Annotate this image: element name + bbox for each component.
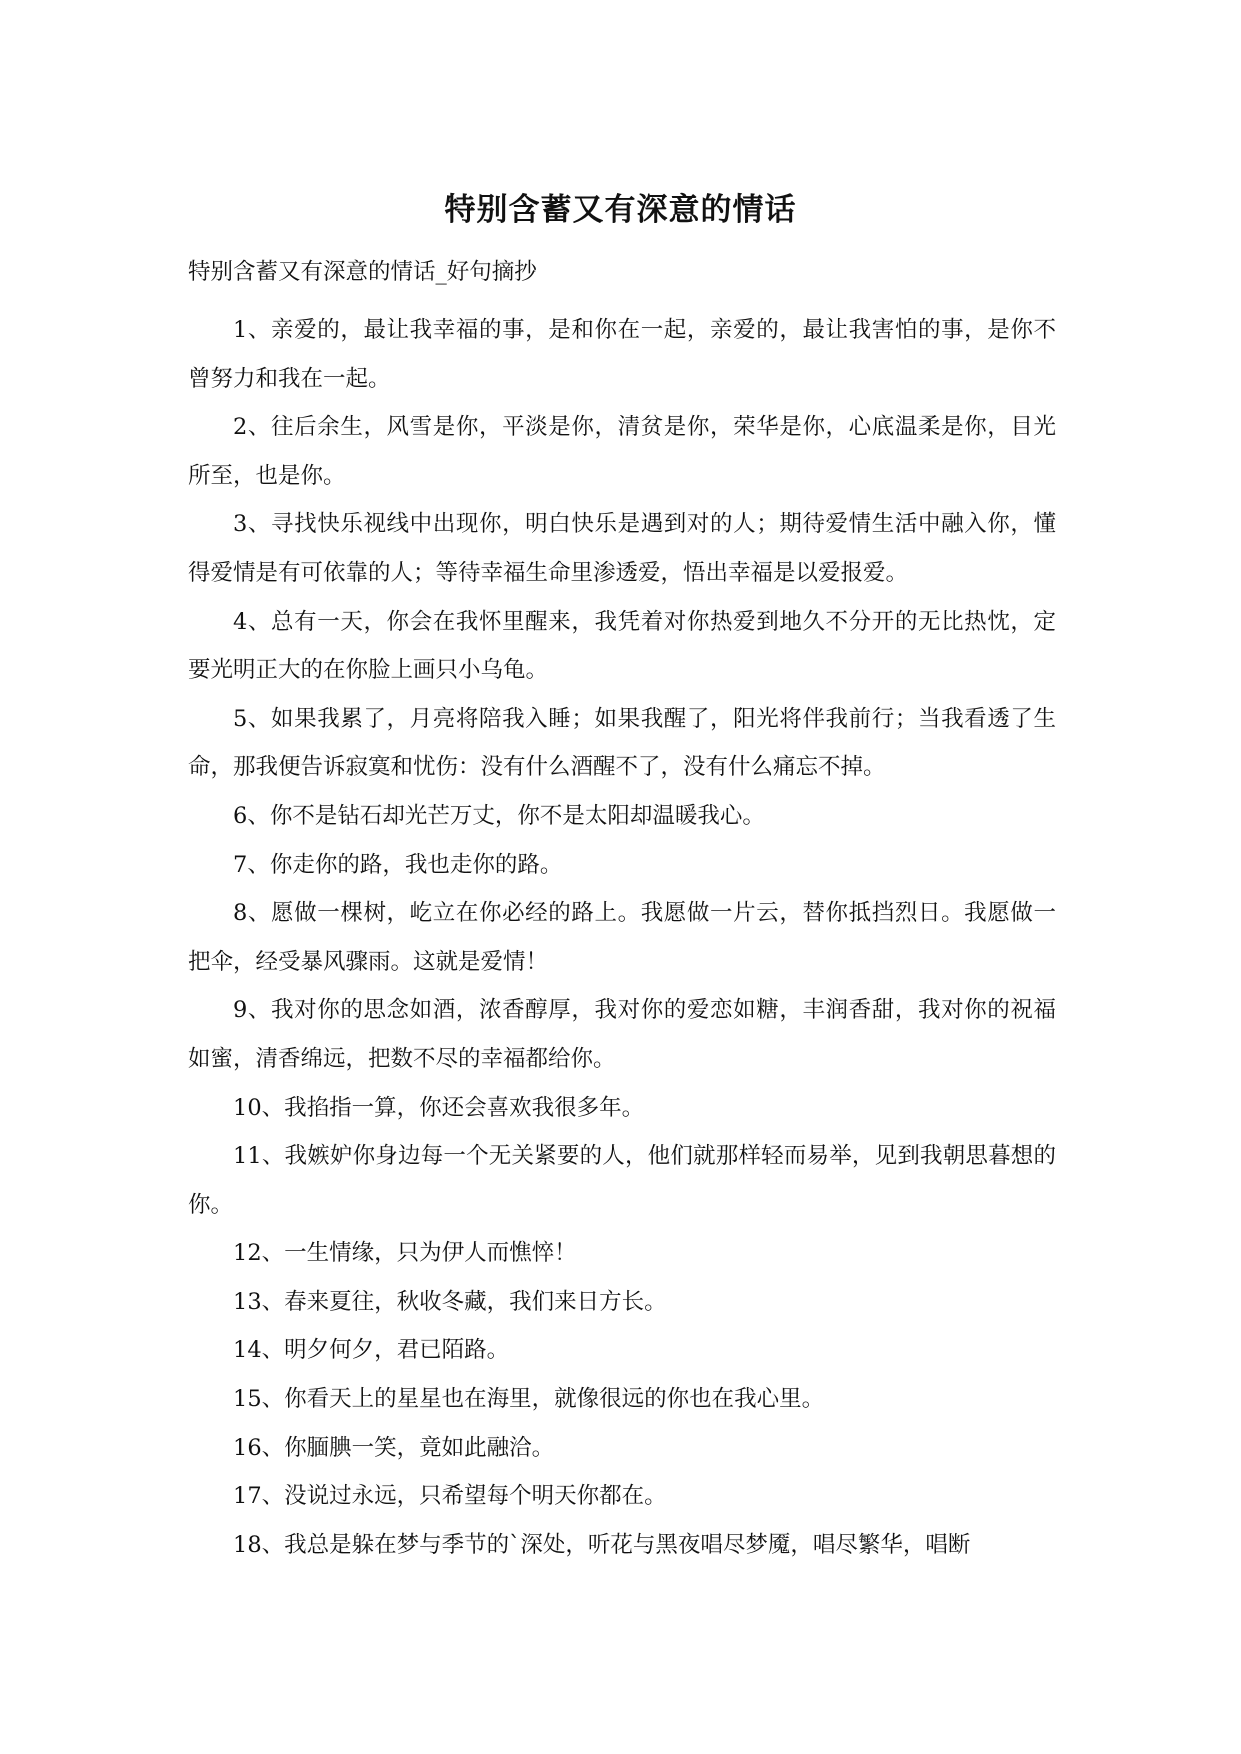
paragraph-3: 3、寻找快乐视线中出现你，明白快乐是遇到对的人；期待爱情生活中融入你，懂得爱情是有可依靠的人；等待幸福生命里渗透爱，悟出幸福是以爱报爱。: [188, 511, 1056, 586]
paragraph-5: 5、如果我累了，月亮将陪我入睡；如果我醒了，阳光将伴我前行；当我看透了生命，那我便告诉寂寞和忧伤：没有什么酒醒不了，没有什么痛忘不掉。: [188, 705, 1056, 781]
paragraph-10: 10、我掐指一算，你还会喜欢我很多年。: [233, 1094, 645, 1121]
page-subtitle: 特别含蓄又有深意的情话_好句摘抄: [188, 259, 537, 285]
paragraph-13: 13、春来夏往，秋收冬藏，我们来日方长。: [233, 1288, 667, 1315]
paragraph-16: 16、你腼腆一笑，竟如此融洽。: [233, 1434, 555, 1461]
paragraph-18: 18、我总是躲在梦与季节的`深处，听花与黑夜唱尽梦魇，唱尽繁华，唱断: [233, 1531, 971, 1558]
paragraph-15: 15、你看天上的星星也在海里，就像很远的你也在我心里。: [233, 1386, 825, 1413]
paragraph-7: 7、你走你的路，我也走你的路。: [233, 851, 563, 878]
paragraph-4: 4、总有一天，你会在我怀里醒来，我凭着对你热爱到地久不分开的无比热忱，定要光明正大的在你脸上画只小乌龟。: [188, 608, 1056, 684]
paragraph-17: 17、没说过永远，只希望每个明天你都在。: [233, 1483, 667, 1510]
paragraph-6: 6、你不是钻石却光芒万丈，你不是太阳却温暖我心。: [233, 802, 765, 829]
paragraph-8: 8、愿做一棵树，屹立在你必经的路上。我愿做一片云，替你抵挡烈日。我愿做一把伞，经受暴风骤雨。这就是爱情！: [188, 900, 1056, 975]
paragraph-2: 2、往后余生，风雪是你，平淡是你，清贫是你，荣华是你，心底温柔是你，目光所至，也是你。: [188, 414, 1056, 489]
document-body: [188, 306, 1056, 1569]
paragraph-9: 9、我对你的思念如酒，浓香醇厚，我对你的爱恋如糖，丰润香甜，我对你的祝福如蜜，清香绵远，把数不尽的幸福都给你。: [188, 997, 1056, 1072]
paragraph-12: 12、一生情缘，只为伊人而憔悴！: [233, 1240, 577, 1267]
paragraph-1: 1、亲爱的，最让我幸福的事，是和你在一起，亲爱的，最让我害怕的事，是你不曾努力和我在一起。: [188, 317, 1056, 392]
paragraph-11: 11、我嫉妒你身边每一个无关紧要的人，他们就那样轻而易举，见到我朝思暮想的你。: [188, 1143, 1056, 1218]
page-title: 特别含蓄又有深意的情话: [444, 192, 797, 228]
paragraph-14: 14、明夕何夕，君已陌路。: [233, 1337, 510, 1364]
